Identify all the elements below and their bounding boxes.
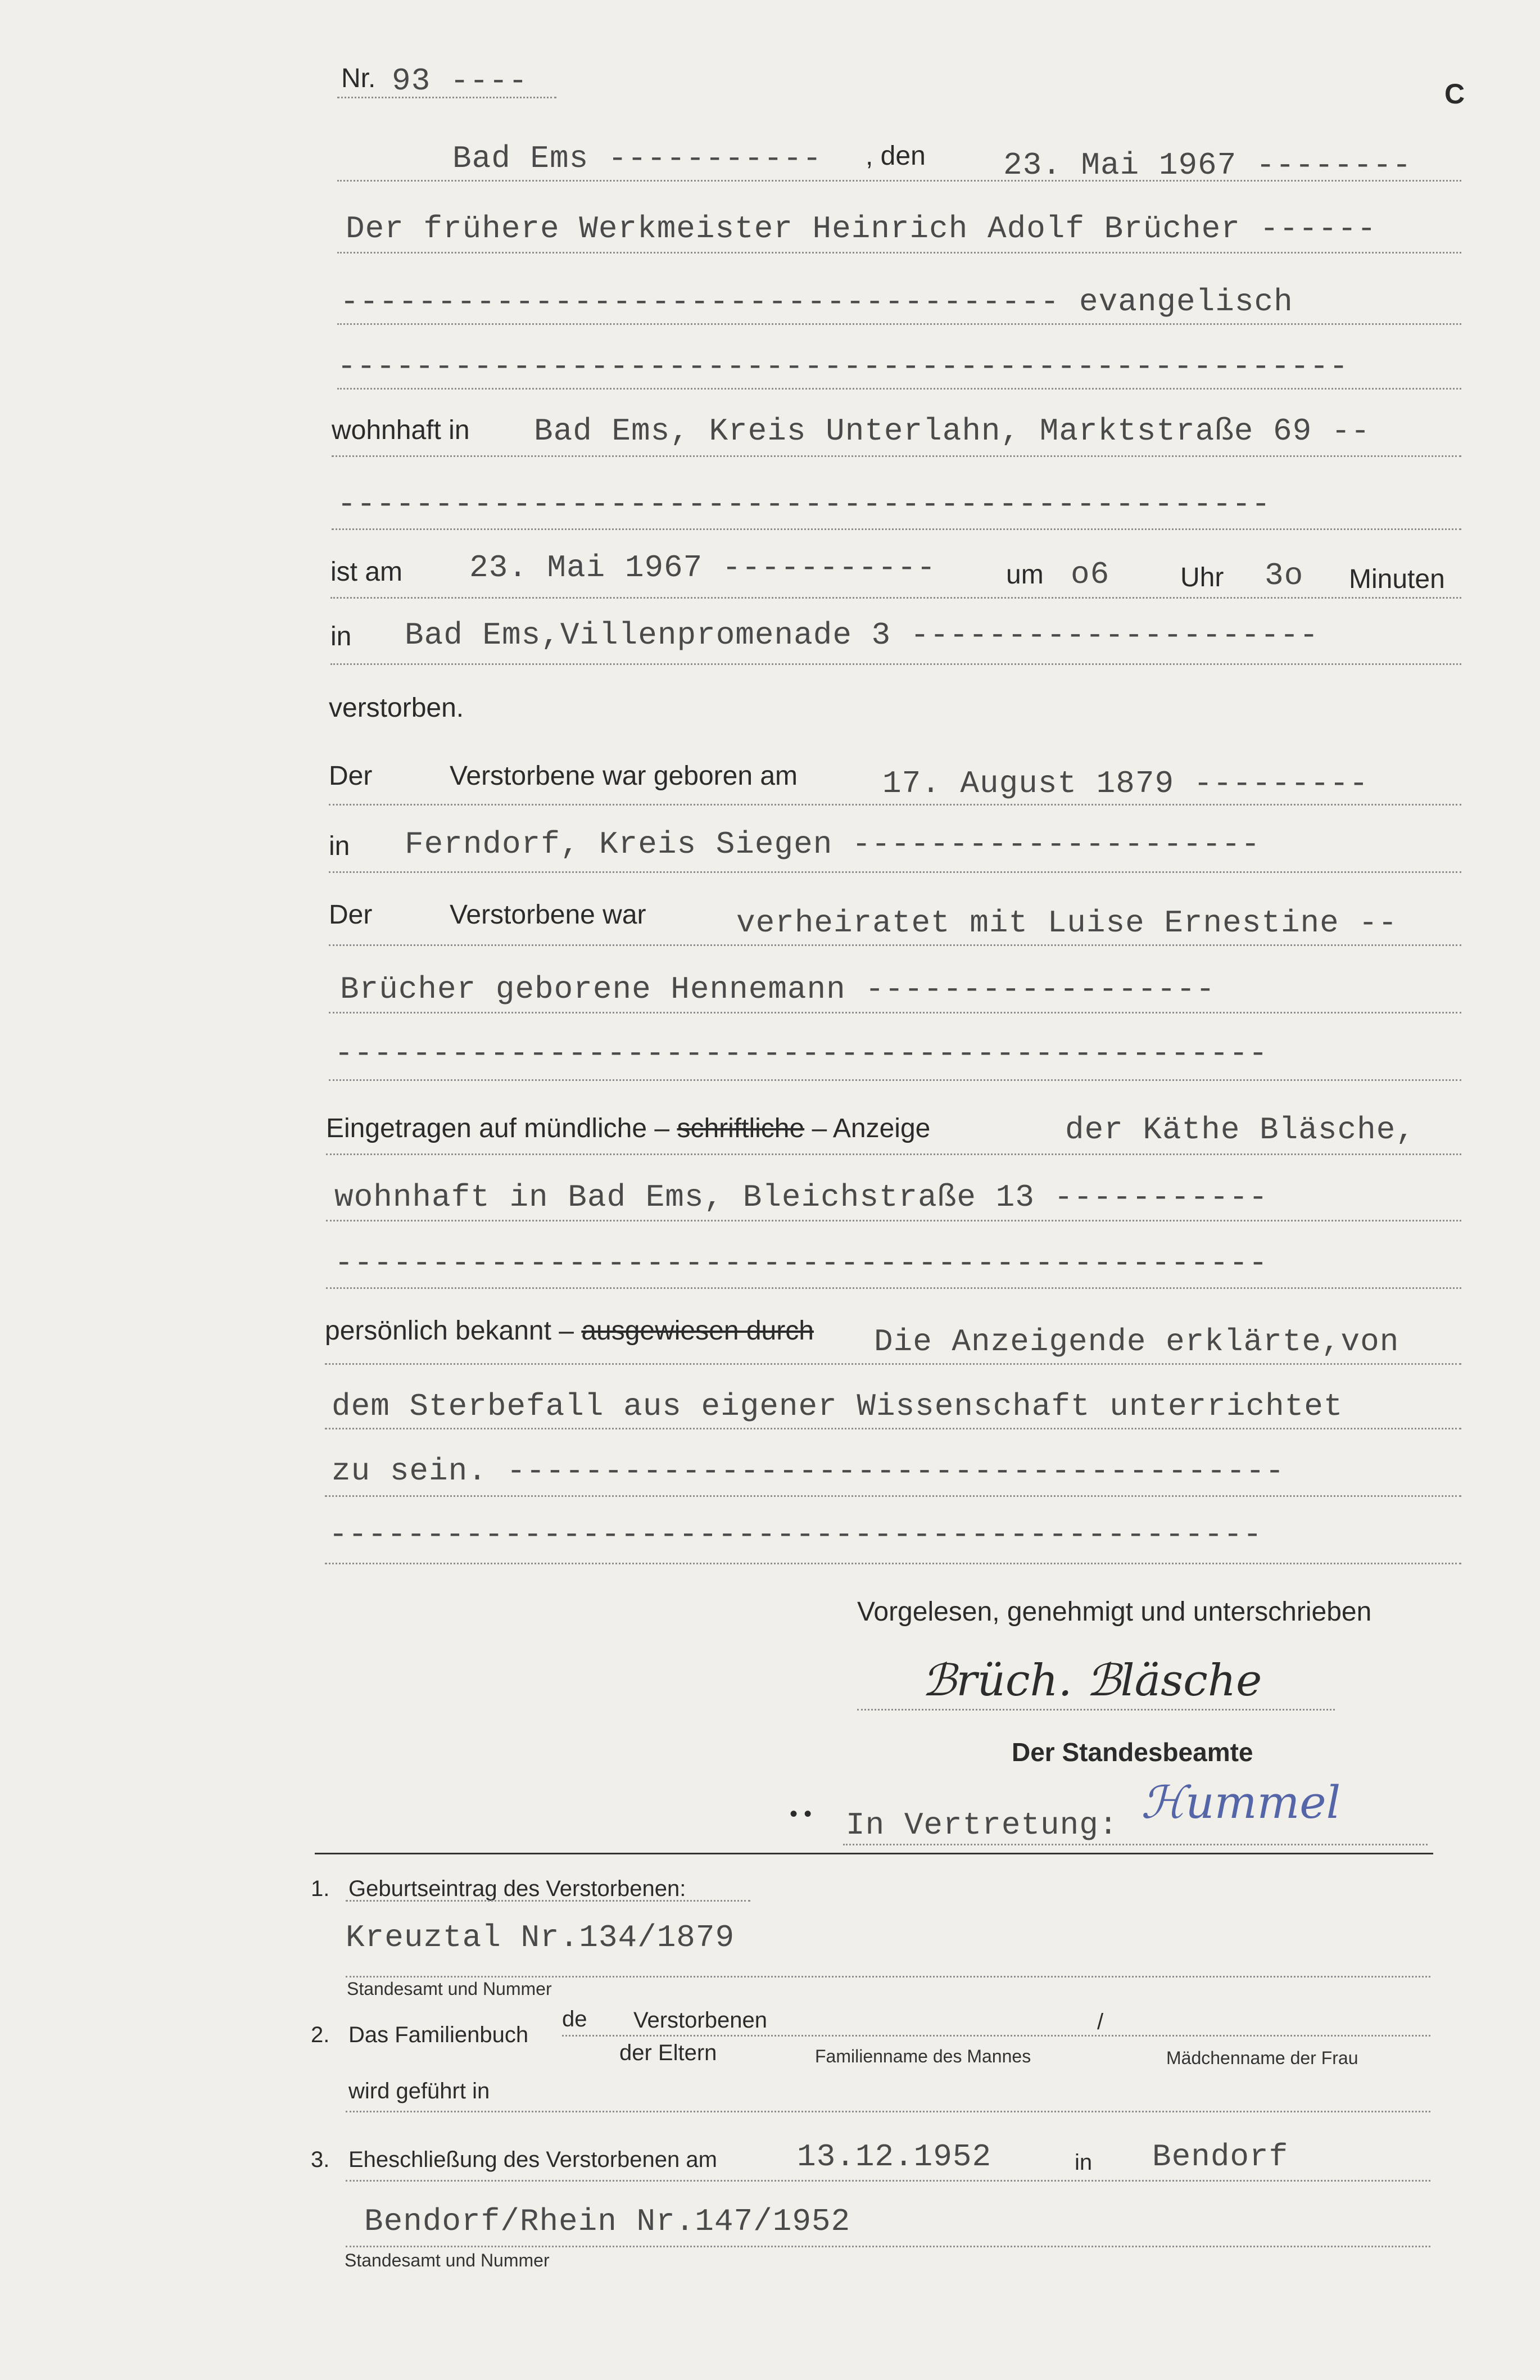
identity-value: Die Anzeigende erklärte,von [874,1324,1399,1360]
date-value: 23. Mai 1967 -------- [1003,147,1412,183]
uhr-label: Uhr [1180,563,1224,592]
marital-rule-3 [329,1079,1461,1081]
identity-rule-3 [325,1495,1461,1497]
signature-rule [857,1709,1335,1711]
vertretung-rule [843,1844,1428,1845]
death-minutes: 3o [1265,558,1304,594]
den-label: , den [866,141,926,171]
birth-verstorbene-label: Verstorbene war geboren am [450,761,798,791]
note-3-rule-2 [346,2246,1430,2247]
notes-separator [315,1853,1433,1854]
vertretung-dots: • • [790,1802,812,1826]
note-1-value: Kreuztal Nr.134/1879 [346,1920,735,1956]
ist-am-label: ist am [330,557,403,587]
registration-rule-3 [326,1287,1461,1289]
note-2-eltern: der Eltern [619,2040,717,2065]
note-2-verstorbenen: Verstorbenen [633,2008,767,2033]
note-3-title: Eheschließung des Verstorbenen am [348,2147,717,2172]
residence-value: Bad Ems, Kreis Unterlahn, Marktstraße 69 -- [534,413,1371,449]
vertretung-label: In Vertretung: [846,1807,1118,1843]
note-2-de: de [562,2007,587,2031]
registration-line-2: wohnhaft in Bad Ems, Bleichstraße 13 ----------- [334,1179,1269,1215]
birth-place-rule [329,871,1461,873]
death-in-label: in [330,622,352,651]
registration-line-3: ------------------------------------------------ [334,1245,1269,1281]
registration-label-start: Eingetragen auf mündliche – [326,1114,670,1143]
registration-label-struck: schriftliche [677,1114,805,1143]
note-2-wird: wird geführt in [348,2079,490,2103]
birth-place: Ferndorf, Kreis Siegen --------------------- [405,826,1261,862]
wohnhaft-label: wohnhaft in [332,415,470,445]
residence-rule-1 [332,455,1461,457]
note-2-bottom-rule [346,2111,1430,2112]
note-1-title-rule [346,1900,750,1902]
death-place: Bad Ems,Villenpromenade 3 --------------------- [405,617,1319,653]
note-1-number: 1. [311,1876,330,1901]
note-2-caption-frau: Mädchenname der Frau [1166,2048,1358,2068]
marital-line-2: Brücher geborene Hennemann ------------------ [340,971,1216,1007]
corner-mark: C [1444,78,1465,110]
birth-in-label: in [329,831,350,861]
note-3-in: in [1075,2150,1093,2175]
note-2-number: 2. [311,2022,330,2047]
registration-rule-2 [326,1220,1461,1221]
signatures-image: ℬrüch. ℬläsche [922,1655,1262,1706]
identity-label-start: persönlich bekannt – [325,1316,574,1346]
note-3-number: 3. [311,2147,330,2172]
identity-label-struck: ausgewiesen durch [581,1316,814,1346]
note-2-caption-mann: Familienname des Mannes [815,2046,1031,2066]
nr-value: 93 ---- [392,63,528,99]
identity-rule-2 [325,1428,1461,1429]
identity-line-2: dem Sterbefall aus eigener Wissenschaft unterrichtet [332,1388,1343,1424]
marital-verstorbene-label: Verstorbene war [450,900,646,930]
person-line-2: ------------------------------------- evangelisch [340,284,1293,320]
marital-rule-2 [329,1012,1461,1013]
registration-label [326,1113,930,1144]
um-label: um [1006,560,1044,590]
person-rule-1 [337,252,1461,254]
note-2-rule [562,2035,1430,2037]
vorgelesen-text: Vorgelesen, genehmigt und unterschrieben [857,1597,1372,1627]
residence-line-2: ------------------------------------------------ [337,486,1271,522]
nr-label: Nr. [341,64,376,93]
note-1-rule [346,1976,1430,1978]
standesbeamte-label: Der Standesbeamte [1012,1738,1253,1767]
note-2-title: Das Familienbuch [348,2022,529,2047]
death-date: 23. Mai 1967 ----------- [469,550,936,586]
marital-value: verheiratet mit Luise Ernestine -- [736,905,1398,941]
birth-date: 17. August 1879 --------- [882,766,1369,802]
note-3-place: Bendorf [1152,2139,1289,2175]
identity-line-3: zu sein. ---------------------------------------- [332,1453,1285,1489]
verstorben-label: verstorben. [329,693,464,723]
birth-der-label: Der [329,761,373,791]
identity-line-4: ------------------------------------------------ [329,1517,1263,1553]
person-rule-3 [337,388,1461,390]
identity-rule-1 [325,1363,1461,1365]
person-rule-2 [337,323,1461,325]
birth-date-rule [329,804,1461,806]
death-hour: o6 [1071,556,1110,592]
note-3-caption: Standesamt und Nummer [345,2250,550,2270]
identity-label [325,1315,814,1346]
note-3-date: 13.12.1952 [797,2139,992,2175]
death-place-rule [330,663,1461,665]
deputy-signature: ℋummel [1141,1776,1341,1829]
minuten-label: Minuten [1349,564,1445,594]
note-3-rule-1 [346,2180,1430,2182]
place-value: Bad Ems ----------- [452,141,822,177]
registration-value: der Käthe Bläsche, [1065,1112,1415,1148]
place-date-line [337,180,1461,182]
note-1-caption: Standesamt und Nummer [347,1979,552,1999]
note-3-value: Bendorf/Rhein Nr.147/1952 [364,2203,851,2239]
marital-rule-1 [329,944,1461,946]
note-1-title: Geburtseintrag des Verstorbenen: [348,1876,686,1901]
residence-rule-2 [332,528,1461,530]
registration-rule-1 [326,1153,1461,1155]
marital-der-label: Der [329,900,373,930]
marital-line-3: ------------------------------------------------ [334,1035,1269,1071]
identity-rule-4 [325,1563,1461,1564]
nr-line [337,97,556,98]
note-2-slash: / [1097,2010,1104,2034]
person-line-3: ---------------------------------------------------- [337,349,1349,384]
registration-label-end: – Anzeige [812,1114,931,1143]
death-date-rule [330,597,1461,599]
person-line-1: Der frühere Werkmeister Heinrich Adolf Brücher ------ [346,211,1377,247]
